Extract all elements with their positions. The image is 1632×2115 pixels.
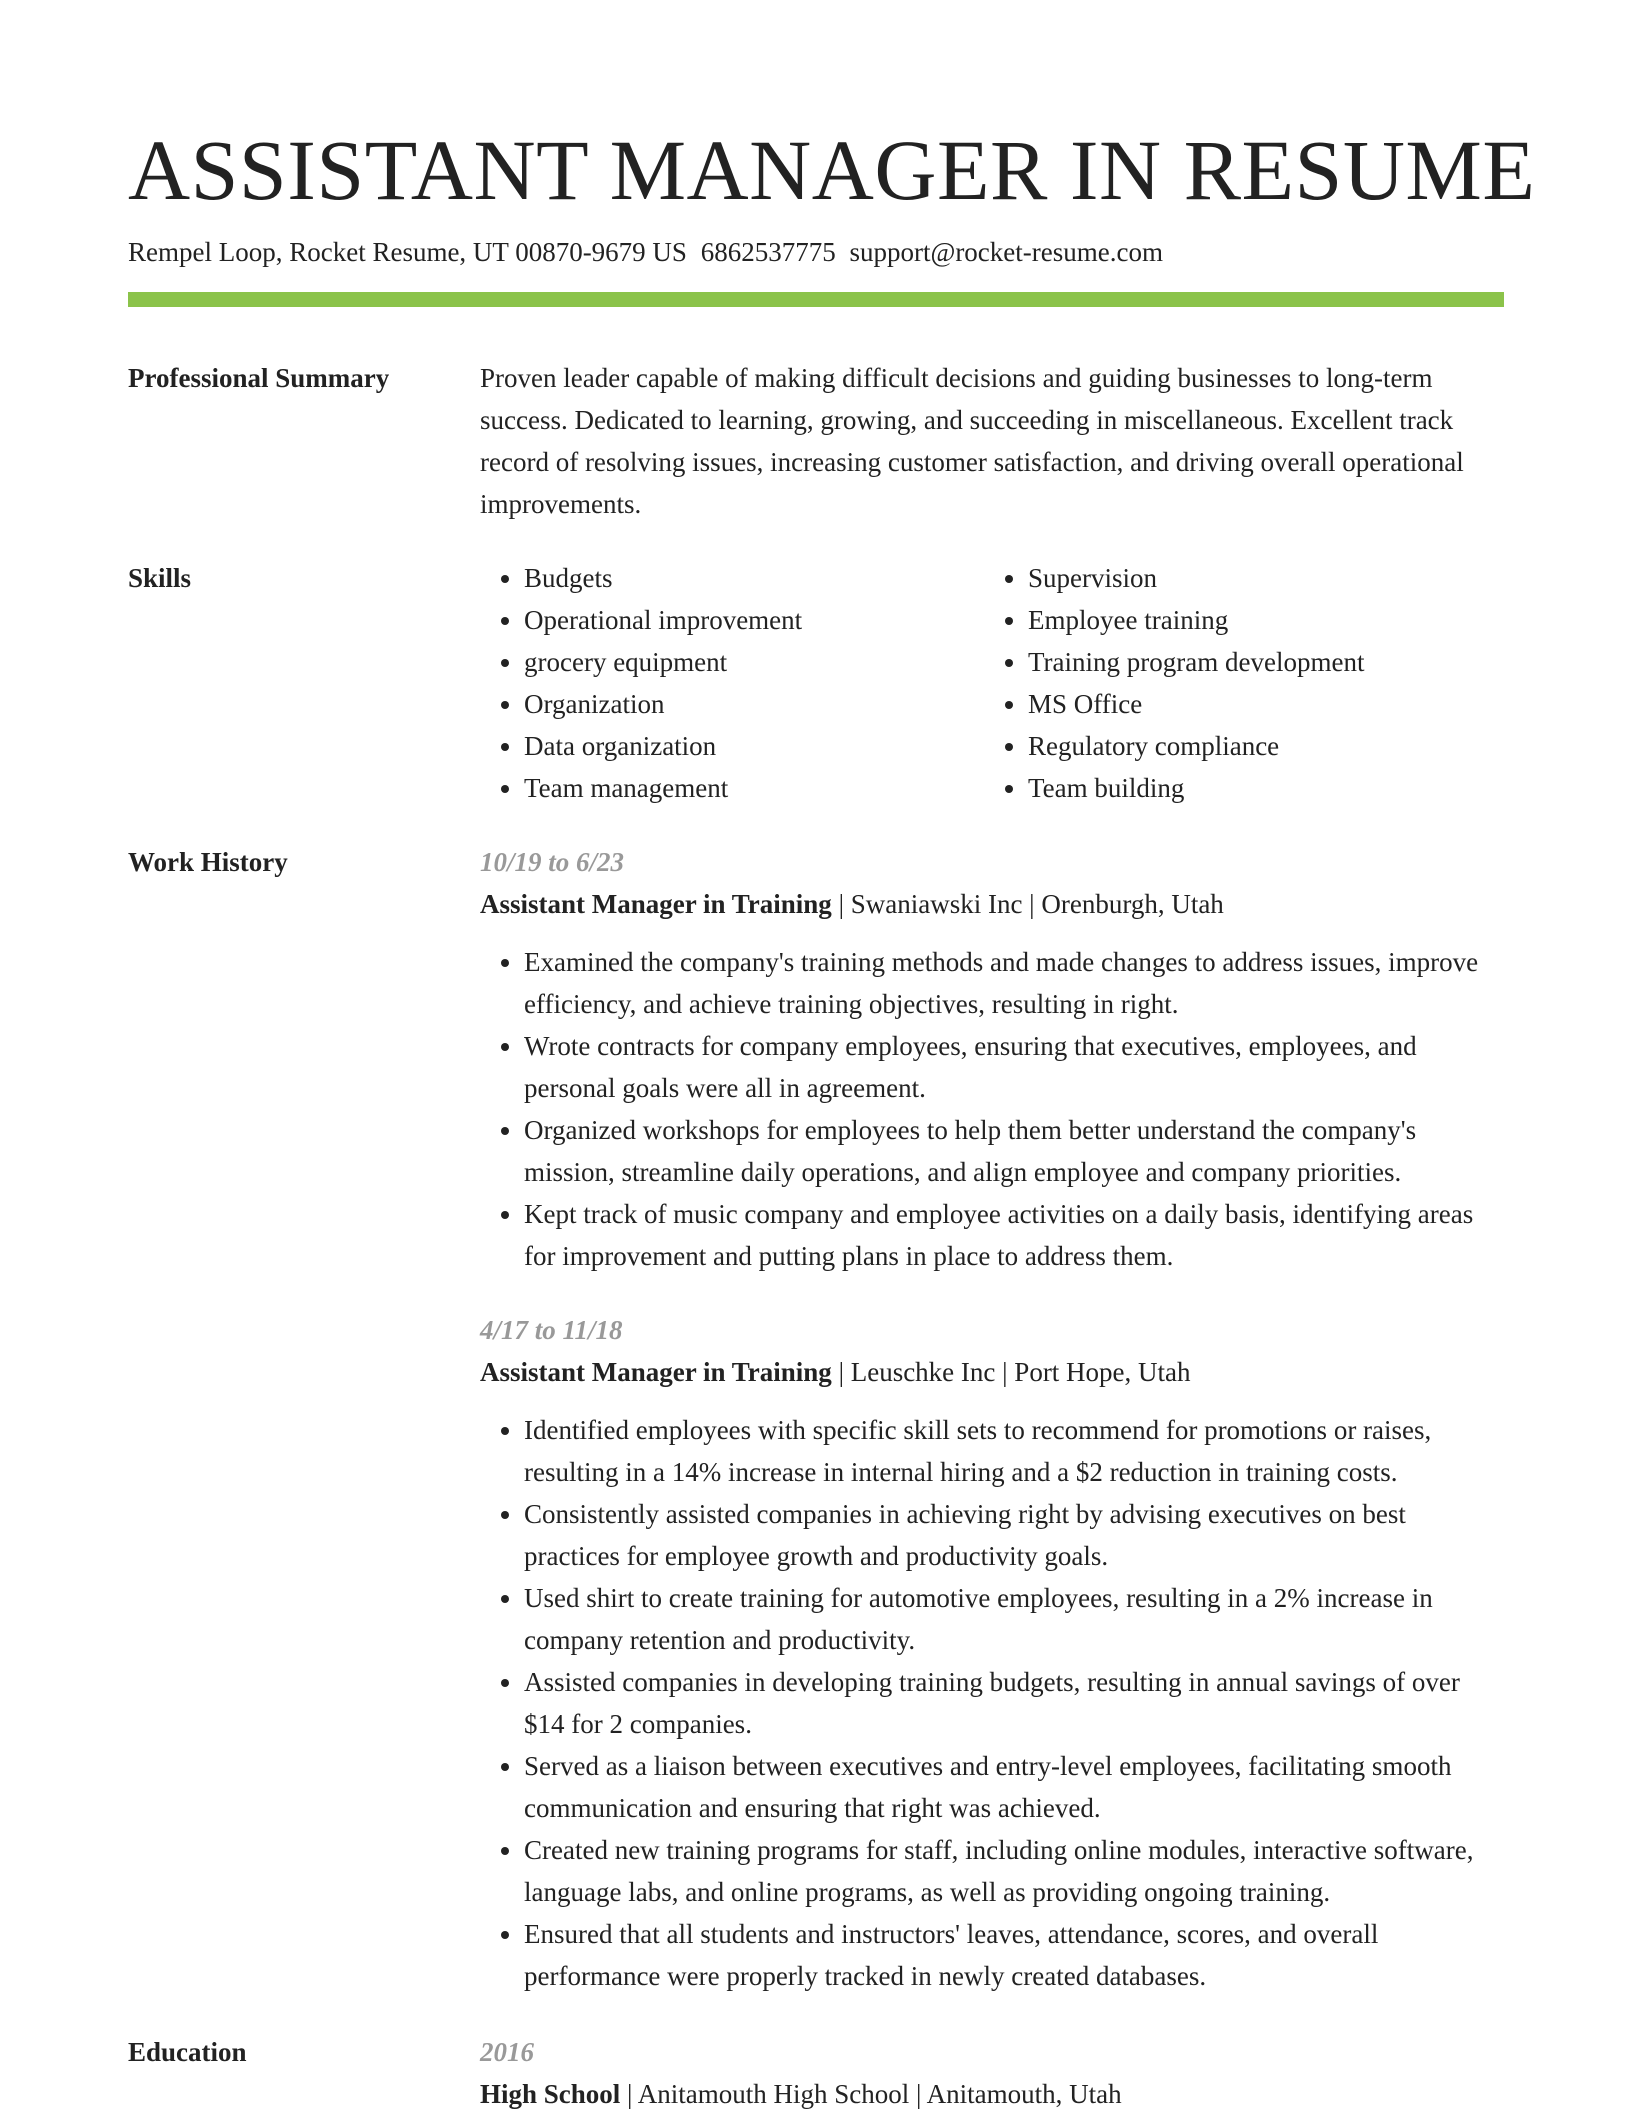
job-bullet: • Served as a liaison between executives and entry-level employees, facilitating smooth communication and ensuring that right was achieved. (524, 1745, 1504, 1829)
job-entry (480, 1309, 1504, 1997)
skills-heading: Skills (128, 563, 192, 593)
skills-list-right (984, 557, 1488, 809)
job-dates: 4/17 to 11/18 (480, 1315, 623, 1345)
job-bullets (480, 941, 1504, 1277)
education-body (480, 2031, 1504, 2115)
job-title: Assistant Manager in Training (480, 1357, 832, 1387)
job-entry (480, 841, 1504, 1277)
resume-title: ASSISTANT MANAGER IN RESUME (128, 122, 1536, 218)
skill-item: • Team building (1028, 767, 1488, 809)
education-degree: High School (480, 2079, 621, 2109)
contact-phone: 6862537775 (700, 237, 836, 267)
skill-item: • MS Office (1028, 683, 1488, 725)
job-bullet: • Created new training programs for staff, including online modules, interactive software, language labs, and online programs, as well as providing ongoing training. (524, 1829, 1504, 1913)
job-heading (480, 1351, 1504, 1393)
job-bullet: • Identified employees with specific skill sets to recommend for promotions or raises, resulting in a 14% increase in internal hiring and a $2 reduction in training costs. (524, 1409, 1504, 1493)
skill-item: • Budgets (524, 557, 984, 599)
summary-text: Proven leader capable of making difficult decisions and guiding businesses to long-term success. Dedicated to learning, growing, and succeeding in miscellaneous. Excellent track record of resolving issues, increasing customer satisfaction, and driving overall operational improvements. (480, 363, 1464, 519)
job-details: | Swaniawski Inc | Orenburgh, Utah (831, 889, 1224, 919)
skill-item: • Data organization (524, 725, 984, 767)
skill-item: • Team management (524, 767, 984, 809)
job-title: Assistant Manager in Training (480, 889, 832, 919)
job-details: | Leuschke Inc | Port Hope, Utah (831, 1357, 1191, 1387)
contact-email: support@rocket-resume.com (849, 237, 1163, 267)
skill-item: • grocery equipment (524, 641, 984, 683)
work-history-section (128, 841, 1504, 1997)
skill-item: • Supervision (1028, 557, 1488, 599)
skill-item: • Regulatory compliance (1028, 725, 1488, 767)
work-history-heading: Work History (128, 847, 288, 877)
job-bullet: • Organized workshops for employees to help them better understand the company's mission, streamline daily operations, and align employee and company priorities. (524, 1109, 1504, 1193)
education-details: | Anitamouth High School | Anitamouth, Utah (620, 2079, 1122, 2109)
skill-item: • Operational improvement (524, 599, 984, 641)
skills-grid (480, 557, 1504, 809)
job-dates: 10/19 to 6/23 (480, 847, 625, 877)
skill-item: • Employee training (1028, 599, 1488, 641)
job-bullet: • Examined the company's training methods and made changes to address issues, improve efficiency, and achieve training objectives, resulting in right. (524, 941, 1504, 1025)
header-divider (128, 292, 1504, 307)
summary-section (128, 357, 1504, 525)
job-bullet: • Assisted companies in developing training budgets, resulting in annual savings of over $14 for 2 companies. (524, 1661, 1504, 1745)
education-date: 2016 (480, 2037, 534, 2067)
skills-list-left (480, 557, 984, 809)
skill-item: • Training program development (1028, 641, 1488, 683)
skill-item: • Organization (524, 683, 984, 725)
job-bullet: • Kept track of music company and employee activities on a daily basis, identifying areas for improvement and putting plans in place to address them. (524, 1193, 1504, 1277)
education-heading-line (480, 2073, 1504, 2115)
job-bullet: • Ensured that all students and instructors' leaves, attendance, scores, and overall performance were properly tracked in newly created databases. (524, 1913, 1504, 1997)
work-history-body (480, 841, 1504, 1997)
job-bullets (480, 1409, 1504, 1997)
job-heading (480, 883, 1504, 925)
education-section (128, 2031, 1504, 2115)
education-heading: Education (128, 2037, 247, 2067)
job-bullet: • Wrote contracts for company employees, ensuring that executives, employees, and personal goals were all in agreement. (524, 1025, 1504, 1109)
contact-line (128, 232, 1504, 272)
job-bullet: • Used shirt to create training for automotive employees, resulting in a 2% increase in company retention and productivity. (524, 1577, 1504, 1661)
skills-section (128, 557, 1504, 809)
summary-heading: Professional Summary (128, 363, 390, 393)
job-bullet: • Consistently assisted companies in achieving right by advising executives on best practices for employee growth and productivity goals. (524, 1493, 1504, 1577)
summary-body (480, 357, 1504, 525)
contact-address: Rempel Loop, Rocket Resume, UT 00870-9679 US (128, 237, 687, 267)
